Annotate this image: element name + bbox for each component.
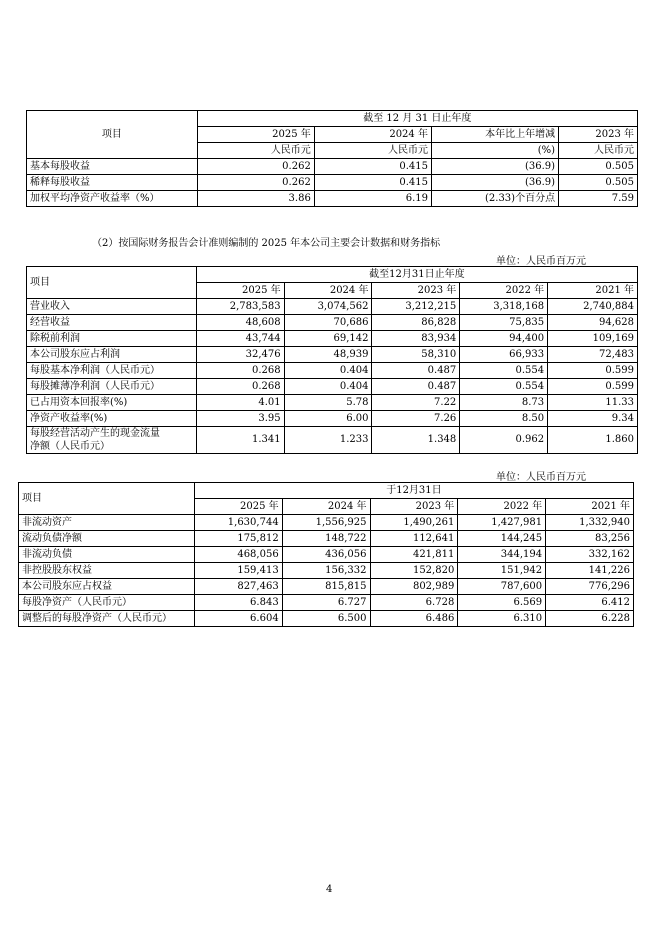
col-year: 2024 年: [282, 499, 370, 515]
cell: 144,245: [458, 531, 546, 547]
row-label-line: 净额（人民币元）: [30, 441, 110, 452]
col-year: 2022 年: [458, 499, 546, 515]
cell: 72,483: [548, 347, 638, 363]
cell: 9.34: [548, 411, 638, 427]
cell: 11.33: [548, 395, 638, 411]
col-unit: 人民币元: [314, 143, 431, 159]
cell: 151,942: [458, 563, 546, 579]
header-item: 项目: [19, 483, 195, 515]
cell: 3.95: [196, 411, 284, 427]
cell: 0.268: [196, 363, 284, 379]
table-row: [27, 379, 638, 395]
cell: 0.404: [284, 379, 372, 395]
row-label: 调整后的每股净资产（人民币元）: [19, 611, 195, 627]
row-label: 基本每股收益: [27, 159, 198, 175]
table-row: [19, 579, 634, 595]
table-row: [19, 595, 634, 611]
cell: 3.86: [197, 191, 314, 207]
row-label: 本公司股东应占权益: [19, 579, 195, 595]
cell: 7.59: [559, 191, 638, 207]
table-row: [27, 363, 638, 379]
cell: 75,835: [460, 315, 548, 331]
row-label: 非控股股东权益: [19, 563, 195, 579]
cell: 0.415: [314, 175, 431, 191]
cell: 815,815: [282, 579, 370, 595]
cell: 6.310: [458, 611, 546, 627]
cell: (2.33)个百分点: [431, 191, 558, 207]
col-year: 2023 年: [370, 499, 458, 515]
cell: 109,169: [548, 331, 638, 347]
row-label: 非流动资产: [19, 515, 195, 531]
cell: 827,463: [194, 579, 282, 595]
unit-label: 单位：人民币百万元: [496, 472, 586, 483]
cell: (36.9): [431, 175, 558, 191]
row-label: 非流动负债: [19, 547, 195, 563]
header-item: 项目: [27, 111, 198, 159]
cell: 43,744: [196, 331, 284, 347]
eps-table: [26, 110, 638, 207]
cell: 344,194: [458, 547, 546, 563]
cell: 0.487: [372, 379, 460, 395]
cell: 6.19: [314, 191, 431, 207]
cell: 3,074,562: [284, 299, 372, 315]
cell: 159,413: [194, 563, 282, 579]
col-year: 2025 年: [196, 283, 284, 299]
col-year: 2024 年: [284, 283, 372, 299]
cell: 94,628: [548, 315, 638, 331]
row-label: 每股净资产（人民币元）: [19, 595, 195, 611]
cell: 6.486: [370, 611, 458, 627]
col-unit: 人民币元: [559, 143, 638, 159]
span-header: 截至 12 月 31 日止年度: [197, 111, 637, 127]
table-row: [19, 563, 634, 579]
row-label-line: 每股经营活动产生的现金流量: [30, 428, 160, 439]
cell: 3,212,215: [372, 299, 460, 315]
cell: 0.262: [197, 159, 314, 175]
cell: 0.599: [548, 363, 638, 379]
balance-sheet-table: [18, 482, 634, 627]
table-row: [27, 331, 638, 347]
cell: 332,162: [546, 547, 634, 563]
row-label: 每股摊薄净利润（人民币元）: [27, 379, 197, 395]
table-row: [27, 159, 638, 175]
cell: 0.505: [559, 159, 638, 175]
cell: 787,600: [458, 579, 546, 595]
row-label: 流动负债净额: [19, 531, 195, 547]
cell: 1.341: [196, 427, 284, 454]
row-label: 加权平均净资产收益率（%）: [27, 191, 198, 207]
table-row: [27, 427, 638, 454]
col-year: 2023 年: [559, 127, 638, 143]
cell: 141,226: [546, 563, 634, 579]
cell: 83,934: [372, 331, 460, 347]
header-item: 项目: [27, 267, 197, 299]
cell: 1,332,940: [546, 515, 634, 531]
cell: 8.50: [460, 411, 548, 427]
col-year: 2023 年: [372, 283, 460, 299]
table-row: [27, 299, 638, 315]
cell: 436,056: [282, 547, 370, 563]
unit-label: 单位：人民币百万元: [496, 256, 586, 267]
cell: 421,811: [370, 547, 458, 563]
cell: 0.415: [314, 159, 431, 175]
cell: 2,783,583: [196, 299, 284, 315]
table-row: [19, 547, 634, 563]
cell: 156,332: [282, 563, 370, 579]
cell: 6.412: [546, 595, 634, 611]
row-label: 已占用资本回报率(%): [27, 395, 197, 411]
cell: 58,310: [372, 347, 460, 363]
col-year: 2025 年: [197, 127, 314, 143]
table-row: [27, 411, 638, 427]
cell: 3,318,168: [460, 299, 548, 315]
cell: 1.860: [548, 427, 638, 454]
cell: 6.604: [194, 611, 282, 627]
cell: 0.554: [460, 363, 548, 379]
cell: 83,256: [546, 531, 634, 547]
cell: 112,641: [370, 531, 458, 547]
cell: 1,556,925: [282, 515, 370, 531]
cell: 6.843: [194, 595, 282, 611]
cell: 0.554: [460, 379, 548, 395]
cell: 6.569: [458, 595, 546, 611]
cell: 0.262: [197, 175, 314, 191]
section-caption: （2）按国际财务报告会计准则编制的 2025 年本公司主要会计数据和财务指标: [92, 238, 441, 249]
cell: 0.599: [548, 379, 638, 395]
table-row: [27, 395, 638, 411]
cell: 0.268: [196, 379, 284, 395]
cell: 6.00: [284, 411, 372, 427]
cell: 86,828: [372, 315, 460, 331]
col-year: 2021 年: [548, 283, 638, 299]
col-year: 2022 年: [460, 283, 548, 299]
financial-indicators-table: [26, 266, 638, 454]
table-row: [19, 531, 634, 547]
row-label: 每股基本净利润（人民币元）: [27, 363, 197, 379]
cell: 6.727: [282, 595, 370, 611]
table-row: [19, 515, 634, 531]
cell: 0.962: [460, 427, 548, 454]
row-label: 本公司股东应占利润: [27, 347, 197, 363]
col-unit: 人民币元: [197, 143, 314, 159]
row-label: 经营收益: [27, 315, 197, 331]
cell: 6.728: [370, 595, 458, 611]
col-unit: (%): [431, 143, 558, 159]
cell: 0.404: [284, 363, 372, 379]
cell: 7.26: [372, 411, 460, 427]
cell: 6.500: [282, 611, 370, 627]
cell: 66,933: [460, 347, 548, 363]
cell: 48,939: [284, 347, 372, 363]
row-label: 营业收入: [27, 299, 197, 315]
cell: 6.228: [546, 611, 634, 627]
col-year: 2021 年: [546, 499, 634, 515]
cell: 1.348: [372, 427, 460, 454]
table-row: [27, 347, 638, 363]
page-number: 4: [326, 884, 333, 895]
cell: 8.73: [460, 395, 548, 411]
cell: 175,812: [194, 531, 282, 547]
cell: 1.233: [284, 427, 372, 454]
cell: (36.9): [431, 159, 558, 175]
cell: 468,056: [194, 547, 282, 563]
cell: 5.78: [284, 395, 372, 411]
cell: 1,427,981: [458, 515, 546, 531]
row-label: 稀释每股收益: [27, 175, 198, 191]
cell: 48,608: [196, 315, 284, 331]
cell: 152,820: [370, 563, 458, 579]
row-label: 除税前利润: [27, 331, 197, 347]
cell: 148,722: [282, 531, 370, 547]
cell: 2,740,884: [548, 299, 638, 315]
table-row: [19, 611, 634, 627]
cell: 802,989: [370, 579, 458, 595]
col-year: 2025 年: [194, 499, 282, 515]
table-row: [27, 175, 638, 191]
cell: 69,142: [284, 331, 372, 347]
col-year: 本年比上年增减: [431, 127, 558, 143]
cell: 70,686: [284, 315, 372, 331]
cell: 32,476: [196, 347, 284, 363]
table-row: [27, 191, 638, 207]
cell: 94,400: [460, 331, 548, 347]
row-label: [27, 427, 197, 454]
cell: 1,630,744: [194, 515, 282, 531]
row-label: 净资产收益率(%): [27, 411, 197, 427]
span-header: 于12月31日: [194, 483, 633, 499]
cell: 0.487: [372, 363, 460, 379]
cell: 0.505: [559, 175, 638, 191]
cell: 4.01: [196, 395, 284, 411]
cell: 7.22: [372, 395, 460, 411]
table-row: [27, 315, 638, 331]
col-year: 2024 年: [314, 127, 431, 143]
cell: 1,490,261: [370, 515, 458, 531]
cell: 776,296: [546, 579, 634, 595]
span-header: 截至12月31日止年度: [196, 267, 637, 283]
